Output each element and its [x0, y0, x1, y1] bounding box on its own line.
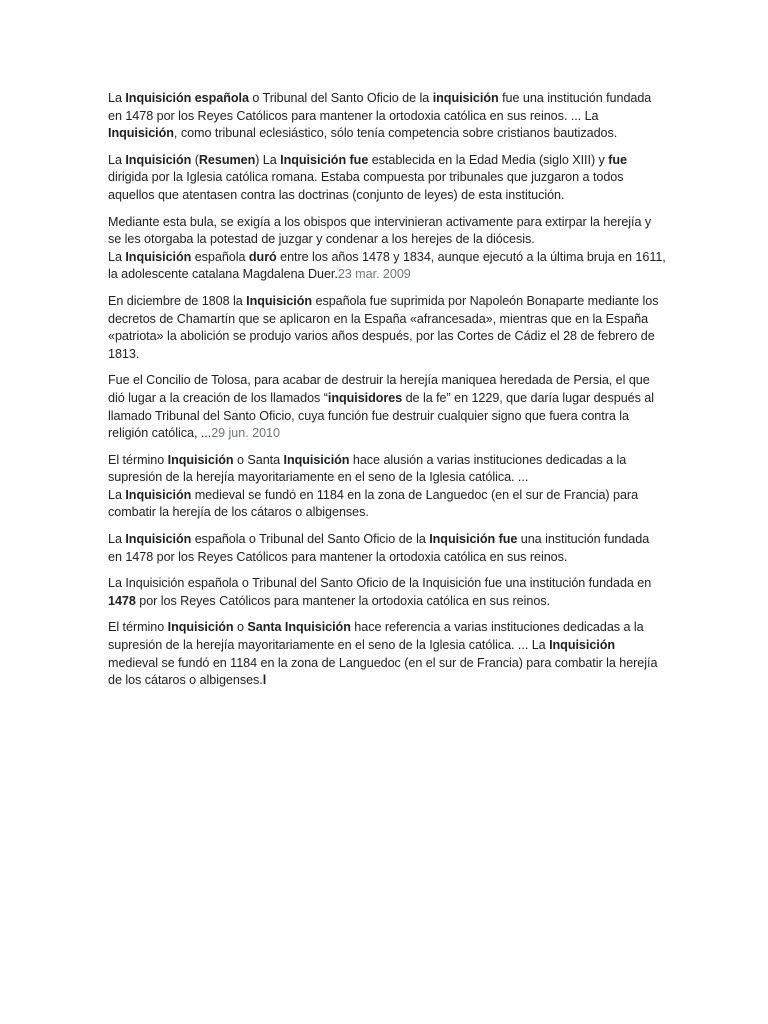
text-run: fue una institución fundada en 1478 por los Reyes Católicos para mantener la ortodoxia católica en sus reinos. ... La [108, 91, 652, 123]
bold-text: Inquisición [549, 638, 616, 653]
bold-text: Santa Inquisición [247, 620, 351, 635]
text-run: medieval se fundó en 1184 en la zona de Languedoc (en el sur de Francia) para combatir la herejía de los cátaros o albigenses. [108, 655, 658, 688]
text-run: El término [108, 452, 168, 467]
text-run: ( [191, 152, 199, 167]
text-run: medieval se fundó en 1184 en la zona de Languedoc (en el sur de Francia) para combatir la herejía de los cátaros o albigenses. [108, 487, 639, 520]
bold-text: 1478 [108, 593, 136, 608]
paragraph [108, 452, 666, 522]
text-run: El término [108, 620, 168, 635]
bold-text: Inquisición [125, 249, 192, 264]
bold-text: Inquisición española [125, 91, 249, 105]
text-run: o Santa [233, 452, 284, 467]
text-run: española o Tribunal del Santo Oficio de la [191, 532, 430, 547]
text-run: La [108, 152, 126, 167]
text-run: Mediante esta bula, se exigía a los obispos que intervinieran activamente para extirpar la herejía y se les otorgaba la potestad de juzgar y condenar a los herejes de la diócesis. [108, 214, 652, 247]
text-run: , como tribunal eclesiástico, sólo tenía competencia sobre cristianos bautizados. [173, 126, 618, 141]
text-run: una institución fundada en 1478 por los Reyes Católicos para mantener la ortodoxia católica en sus reinos. [108, 532, 650, 564]
paragraph [108, 531, 666, 566]
paragraph [108, 152, 666, 205]
bold-text: Inquisición [125, 532, 192, 547]
text-run: La [108, 532, 126, 547]
bold-text: l [262, 673, 267, 688]
bold-text: Inquisición [167, 620, 234, 635]
bold-text: Inquisición [125, 152, 192, 167]
text-run: española fue suprimida por Napoleón Bonaparte mediante los decretos de Chamartín que se aplicaron en la España «afrancesada», mientras que en la España «patriota» la abolición se produjo varios años después, por las Cortes de Cádiz el 28 de febrero de 1813. [108, 293, 659, 361]
text-run: La [108, 249, 126, 264]
paragraph [108, 575, 666, 610]
text-run: La Inquisición española o Tribunal del Santo Oficio de la Inquisición fue una institución fundada en [108, 576, 652, 591]
bold-text: inquisidores [327, 390, 403, 405]
text-run: La [108, 91, 126, 105]
bold-text: Inquisición [108, 126, 174, 141]
document-body [108, 90, 666, 699]
text-run: La [108, 487, 126, 502]
text-run: entre los años 1478 y 1834, aunque ejecutó a la última bruja en 1611, la adolescente catalana Magdalena Duer. [108, 249, 666, 282]
bold-text: fue [608, 152, 627, 167]
paragraph [108, 619, 666, 689]
bold-text: Inquisición [167, 452, 234, 467]
paragraph [108, 90, 666, 143]
text-run: por los Reyes Católicos para mantener la ortodoxia católica en sus reinos. [135, 593, 550, 608]
bold-text: inquisición [432, 91, 499, 105]
date-text: 29 jun. 2010 [211, 426, 280, 441]
bold-text: Inquisición [283, 452, 350, 467]
paragraph [108, 214, 666, 284]
bold-text: duró [248, 249, 277, 264]
text-run: o [233, 620, 248, 635]
text-run: ) La [255, 152, 281, 167]
bold-text: Resumen [198, 152, 256, 167]
text-run: de la fe” en 1229, que daría lugar después al llamado Tribunal del Santo Oficio, cuya función fue destruir cualquier signo que fuera contra la religión católica, ... [108, 390, 655, 441]
bold-text: Inquisición fue [280, 152, 369, 167]
text-run: hace referencia a varias instituciones dedicadas a la supresión de la herejía mayoritariamente en el seno de la Iglesia católica. ... La [108, 620, 644, 653]
text-run: establecida en la Edad Media (siglo XIII) y [368, 152, 609, 167]
bold-text: Inquisición fue [429, 532, 518, 547]
text-run: hace alusión a varias instituciones dedicadas a la supresión de la herejía mayoritariamente en el seno de la Iglesia católica. ... [108, 452, 627, 485]
text-run: dirigida por la Iglesia católica romana. Estaba compuesta por tribunales que juzgaron a todos aquellos que atentasen contra las doctrinas (conjunto de leyes) de esta institución. [108, 170, 624, 202]
paragraph [108, 372, 666, 442]
text-run: o Tribunal del Santo Oficio de la [248, 91, 433, 105]
text-run: española [191, 249, 249, 264]
date-text: 23 mar. 2009 [337, 267, 411, 282]
text-run: En diciembre de 1808 la [108, 293, 247, 308]
bold-text: Inquisición [125, 487, 192, 502]
text-run: Fue el Concilio de Tolosa, para acabar de destruir la herejía maniquea heredada de Persia, el que dió lugar a la creación de los llamados “ [108, 373, 650, 405]
paragraph [108, 293, 666, 363]
bold-text: Inquisición [246, 293, 313, 308]
